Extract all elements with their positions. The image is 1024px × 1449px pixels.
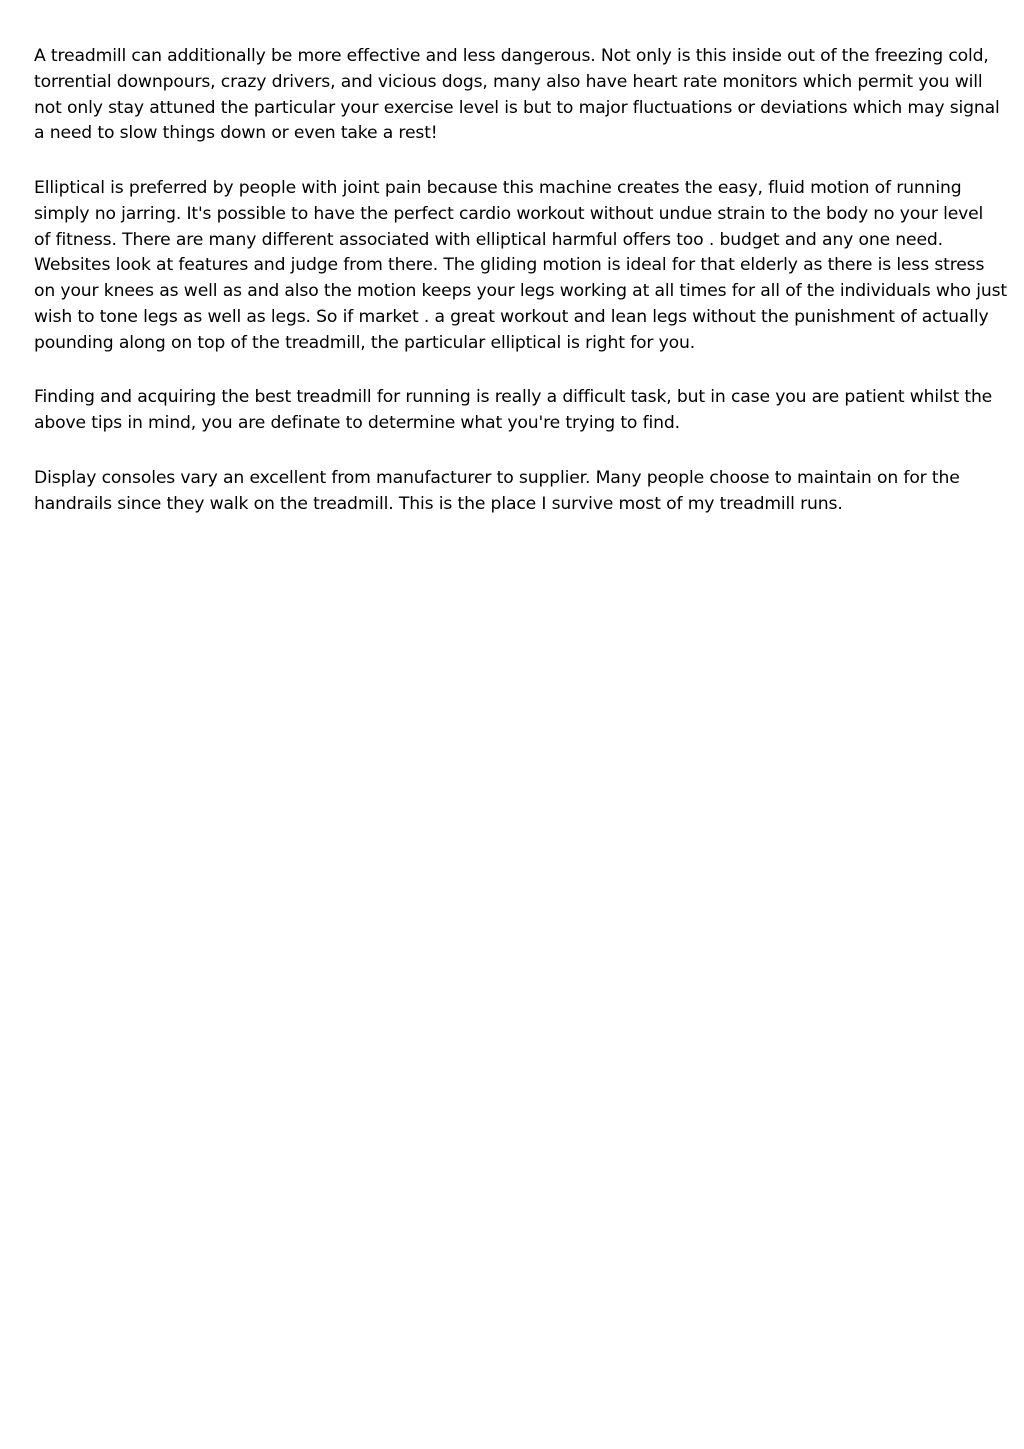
- text-line: Websites look at features and judge from there. The gliding motion is ideal for that elderly as there is less stress: [34, 255, 985, 276]
- text-line: Display consoles vary an excellent from manufacturer to supplier. Many people choose to maintain on for the: [34, 467, 960, 488]
- text-line: A treadmill can additionally be more effective and less dangerous. Not only is this inside out of the freezing cold,: [34, 46, 989, 66]
- paragraph-display-consoles: [34, 466, 994, 518]
- paragraph-elliptical: [34, 176, 1007, 357]
- text-line: not only stay attuned the particular your exercise level is but to major fluctuations or deviations which may signal: [34, 97, 1000, 118]
- text-line: of fitness. There are many different associated with elliptical harmful offers too . budget and any one need.: [34, 229, 943, 250]
- text-line: wish to tone legs as well as legs. So if market . a great workout and lean legs without the punishment of actually: [34, 306, 989, 327]
- text-line: above tips in mind, you are definate to determine what you're trying to find.: [34, 413, 680, 434]
- text-line: simply no jarring. It's possible to have the perfect cardio workout without undue strain to the body no your level: [34, 203, 984, 224]
- text-line: torrential downpours, crazy drivers, and vicious dogs, many also have heart rate monitors which permit you will: [34, 71, 983, 92]
- document-body: [34, 44, 1007, 546]
- text-line: Finding and acquiring the best treadmill for running is really a difficult task, but in case you are patient whilst the: [34, 387, 993, 408]
- text-line: Elliptical is preferred by people with joint pain because this machine creates the easy, fluid motion of running: [34, 177, 962, 198]
- text-line: a need to slow things down or even take a rest!: [34, 123, 438, 144]
- text-line: handrails since they walk on the treadmill. This is the place I survive most of my treadmill runs.: [34, 493, 843, 514]
- text-line: pounding along on top of the treadmill, the particular elliptical is right for you.: [34, 332, 696, 353]
- paragraph-finding-treadmill: [34, 385, 994, 437]
- paragraph-treadmill-safety: [34, 44, 1000, 147]
- text-line: on your knees as well as and also the motion keeps your legs working at all times for all of the individuals who just: [34, 281, 1007, 302]
